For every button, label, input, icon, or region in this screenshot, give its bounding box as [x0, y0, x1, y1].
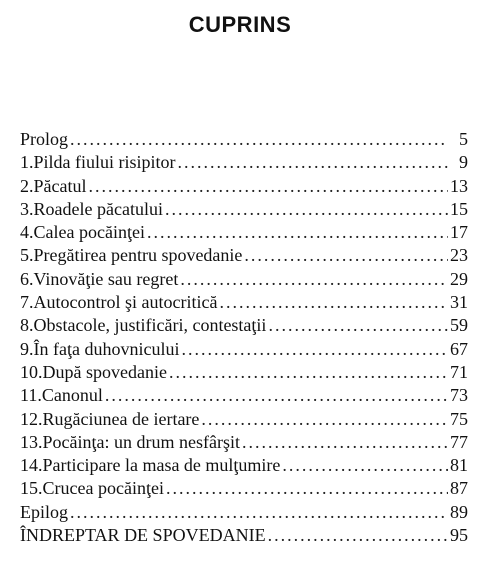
toc-entry — [20, 175, 468, 198]
toc-page-number: 59 — [450, 315, 468, 336]
toc-page-number: 5 — [459, 129, 468, 149]
dot-leader — [70, 128, 448, 151]
toc-entry — [20, 408, 468, 431]
toc-page-number: 17 — [450, 222, 468, 243]
dot-leader — [219, 291, 448, 314]
toc-entry — [20, 128, 468, 151]
toc-page-number: 87 — [450, 478, 468, 499]
toc-page-number: 77 — [450, 431, 468, 452]
toc-entry-label: 11.Canonul — [20, 385, 103, 406]
toc-entry — [20, 198, 468, 221]
toc-entry-label: Prolog — [20, 129, 69, 149]
toc-page-number: 71 — [450, 361, 468, 382]
toc-entry-label: 6.Vinovăţie sau regret — [20, 268, 179, 289]
toc-entry — [20, 151, 468, 174]
table-of-contents — [20, 128, 468, 547]
toc-entry-label: ÎNDREPTAR DE SPOVEDANIE — [20, 525, 266, 546]
dot-leader — [180, 268, 448, 291]
toc-entry — [20, 477, 468, 500]
dot-leader — [105, 384, 448, 407]
toc-entry — [20, 314, 468, 337]
dot-leader — [169, 361, 448, 384]
toc-entry-label: 9.În faţa duhovnicului — [20, 338, 180, 359]
toc-entry-label: 3.Roadele păcatului — [20, 198, 163, 219]
toc-entry — [20, 384, 468, 407]
toc-entry-label: 4.Calea pocăinţei — [20, 222, 145, 243]
toc-page-number: 73 — [450, 385, 468, 406]
toc-entry-label: 2.Păcatul — [20, 175, 87, 196]
toc-entry — [20, 431, 468, 454]
toc-entry — [20, 244, 468, 267]
toc-entry — [20, 268, 468, 291]
toc-page-number: 23 — [450, 245, 468, 266]
dot-leader — [201, 408, 448, 431]
toc-page-number: 89 — [450, 501, 468, 522]
toc-page-number: 29 — [450, 268, 468, 289]
toc-entry-label: 14.Participare la masa de mulţumire — [20, 455, 281, 476]
toc-entry-label: Epilog — [20, 501, 68, 522]
dot-leader — [178, 151, 449, 174]
toc-page-number: 31 — [450, 292, 468, 313]
dot-leader — [88, 175, 448, 198]
toc-entry-label: 10.După spovedanie — [20, 361, 167, 382]
page-title: CUPRINS — [188, 12, 292, 37]
dot-leader — [70, 501, 448, 524]
dot-leader — [166, 477, 448, 500]
toc-entry-label: 1.Pilda fiului risipitor — [20, 152, 176, 173]
toc-page-number: 75 — [450, 408, 468, 429]
toc-entry-label: 5.Pregătirea pentru spovedanie — [20, 245, 243, 266]
toc-entry — [20, 501, 468, 524]
dot-leader — [181, 338, 448, 361]
toc-entry-label: 8.Obstacole, justificări, contestaţii — [20, 315, 267, 336]
toc-entry-label: 15.Crucea pocăinţei — [20, 478, 164, 499]
dot-leader — [268, 524, 448, 547]
dot-leader — [244, 244, 448, 267]
toc-entry — [20, 338, 468, 361]
toc-page-number: 13 — [450, 175, 468, 196]
toc-page-number: 67 — [450, 338, 468, 359]
dot-leader — [268, 314, 448, 337]
toc-entry — [20, 361, 468, 384]
dot-leader — [147, 221, 448, 244]
toc-entry-label: 7.Autocontrol şi autocritică — [20, 292, 218, 313]
toc-page-number: 81 — [450, 455, 468, 476]
toc-entry-label: 13.Pocăinţa: un drum nesfârşit — [20, 431, 240, 452]
toc-entry — [20, 221, 468, 244]
toc-entry — [20, 524, 468, 547]
dot-leader — [165, 198, 448, 221]
toc-page-number: 95 — [450, 525, 468, 546]
dot-leader — [282, 454, 448, 477]
toc-entry — [20, 291, 468, 314]
toc-page-number: 15 — [450, 198, 468, 219]
toc-entry-label: 12.Rugăciunea de iertare — [20, 408, 200, 429]
toc-page-number: 9 — [459, 152, 468, 173]
toc-entry — [20, 454, 468, 477]
dot-leader — [242, 431, 448, 454]
